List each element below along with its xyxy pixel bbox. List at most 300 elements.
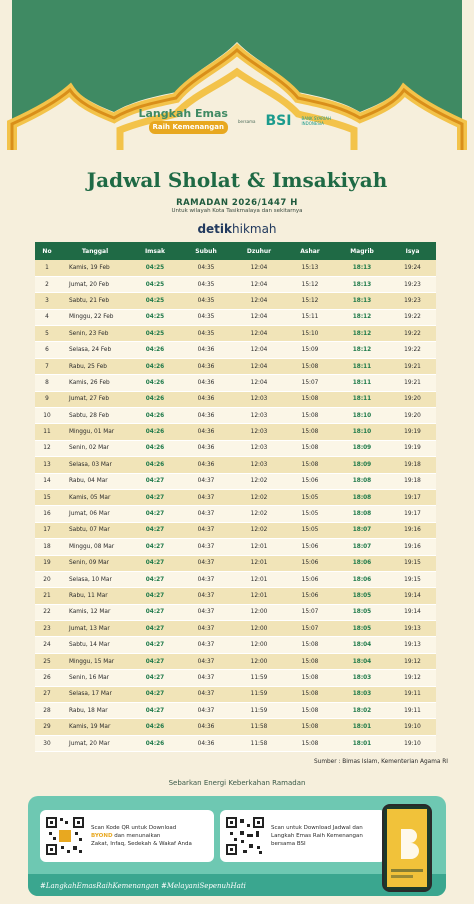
cell-magrib: 18:08 — [335, 506, 389, 522]
table-row — [35, 342, 436, 358]
cell-dzuhur: 12:04 — [233, 309, 285, 325]
cell-no: 6 — [35, 342, 59, 358]
cell-subuh: 04:35 — [179, 260, 233, 276]
cell-subuh: 04:37 — [179, 588, 233, 604]
table-row — [35, 686, 436, 702]
cell-imsak: 04:27 — [131, 588, 179, 604]
cell-tanggal: Kamis, 05 Mar — [59, 489, 131, 505]
cell-no: 22 — [35, 604, 59, 620]
cell-no: 4 — [35, 309, 59, 325]
cell-ashar: 15:08 — [285, 653, 335, 669]
table-row — [35, 604, 436, 620]
table-row — [35, 621, 436, 637]
cell-dzuhur: 12:00 — [233, 637, 285, 653]
cell-dzuhur: 12:03 — [233, 424, 285, 440]
cell-tanggal: Kamis, 19 Feb — [59, 260, 131, 276]
cell-ashar: 15:05 — [285, 506, 335, 522]
partner-text: bersama — [237, 118, 256, 124]
campaign-logo — [139, 108, 228, 134]
cell-subuh: 04:35 — [179, 309, 233, 325]
cell-no: 19 — [35, 555, 59, 571]
column-header-no: No — [35, 242, 59, 260]
table-row — [35, 719, 436, 735]
column-header-magrib: Magrib — [335, 242, 389, 260]
cell-subuh: 04:37 — [179, 555, 233, 571]
table-row — [35, 358, 436, 374]
table-row — [35, 555, 436, 571]
column-header-ashar: Ashar — [285, 242, 335, 260]
cell-magrib: 18:13 — [335, 293, 389, 309]
cell-ashar: 15:12 — [285, 276, 335, 292]
cell-magrib: 18:11 — [335, 391, 389, 407]
cell-imsak: 04:27 — [131, 506, 179, 522]
table-row — [35, 703, 436, 719]
cell-magrib: 18:12 — [335, 309, 389, 325]
cell-subuh: 04:37 — [179, 653, 233, 669]
cell-dzuhur: 11:59 — [233, 670, 285, 686]
cell-isya: 19:15 — [389, 571, 436, 587]
cell-imsak: 04:27 — [131, 670, 179, 686]
cell-tanggal: Minggu, 15 Mar — [59, 653, 131, 669]
cell-ashar: 15:08 — [285, 686, 335, 702]
cell-ashar: 15:08 — [285, 440, 335, 456]
cell-isya: 19:19 — [389, 424, 436, 440]
table-row — [35, 391, 436, 407]
cell-ashar: 15:08 — [285, 703, 335, 719]
cell-isya: 19:20 — [389, 408, 436, 424]
cell-isya: 19:17 — [389, 506, 436, 522]
cell-imsak: 04:26 — [131, 424, 179, 440]
page-title: Jadwal Sholat & Imsakiyah — [86, 168, 388, 192]
table-row — [35, 424, 436, 440]
tagline: Sebarkan Energi Keberkahan Ramadan — [168, 779, 306, 787]
cell-subuh: 04:37 — [179, 571, 233, 587]
cell-ashar: 15:08 — [285, 735, 335, 751]
cell-magrib: 18:07 — [335, 539, 389, 555]
table-row — [35, 408, 436, 424]
cell-isya: 19:22 — [389, 326, 436, 342]
cell-dzuhur: 12:04 — [233, 276, 285, 292]
cell-tanggal: Sabtu, 14 Mar — [59, 637, 131, 653]
cell-magrib: 18:12 — [335, 326, 389, 342]
cell-tanggal: Kamis, 26 Feb — [59, 375, 131, 391]
table-body — [35, 260, 436, 752]
cell-no: 24 — [35, 637, 59, 653]
cell-imsak: 04:25 — [131, 260, 179, 276]
byond-logo: BYOND — [91, 833, 113, 839]
card1-line-b — [91, 832, 192, 840]
cell-isya: 19:11 — [389, 703, 436, 719]
cell-dzuhur: 12:01 — [233, 571, 285, 587]
cell-dzuhur: 12:01 — [233, 539, 285, 555]
cell-subuh: 04:37 — [179, 670, 233, 686]
cell-subuh: 04:36 — [179, 719, 233, 735]
table-row — [35, 276, 436, 292]
cell-magrib: 18:11 — [335, 358, 389, 374]
table-row — [35, 489, 436, 505]
cell-subuh: 04:36 — [179, 391, 233, 407]
cell-dzuhur: 12:00 — [233, 653, 285, 669]
cell-no: 12 — [35, 440, 59, 456]
card1-line-c: Zakat, Infaq, Sedekah & Wakaf Anda — [91, 841, 192, 847]
cell-magrib: 18:04 — [335, 637, 389, 653]
cell-isya: 19:15 — [389, 555, 436, 571]
cell-no: 30 — [35, 735, 59, 751]
table-row — [35, 637, 436, 653]
qr-code-icon[interactable] — [225, 816, 265, 856]
cell-imsak: 04:27 — [131, 539, 179, 555]
cell-ashar: 15:10 — [285, 326, 335, 342]
cell-imsak: 04:25 — [131, 276, 179, 292]
cell-subuh: 04:37 — [179, 621, 233, 637]
cell-dzuhur: 12:02 — [233, 489, 285, 505]
cell-imsak: 04:27 — [131, 473, 179, 489]
cell-subuh: 04:35 — [179, 276, 233, 292]
qr-code-icon[interactable] — [45, 816, 85, 856]
cell-imsak: 04:27 — [131, 653, 179, 669]
publisher-part1: detik — [197, 222, 232, 236]
cell-tanggal: Senin, 16 Mar — [59, 670, 131, 686]
cell-magrib: 18:05 — [335, 621, 389, 637]
cell-magrib: 18:10 — [335, 408, 389, 424]
cell-dzuhur: 12:03 — [233, 408, 285, 424]
campaign-line-2: Raih Kemenangan — [149, 121, 228, 134]
cell-imsak: 04:26 — [131, 342, 179, 358]
cell-ashar: 15:08 — [285, 637, 335, 653]
cell-no: 10 — [35, 408, 59, 424]
cell-no: 11 — [35, 424, 59, 440]
cell-tanggal: Senin, 23 Feb — [59, 326, 131, 342]
cell-no: 13 — [35, 457, 59, 473]
cell-dzuhur: 11:59 — [233, 703, 285, 719]
cell-isya: 19:19 — [389, 440, 436, 456]
cell-no: 9 — [35, 391, 59, 407]
publisher-part2: hikmah — [232, 222, 277, 236]
cell-no: 28 — [35, 703, 59, 719]
cell-tanggal: Rabu, 04 Mar — [59, 473, 131, 489]
cell-isya: 19:21 — [389, 375, 436, 391]
cell-imsak: 04:26 — [131, 440, 179, 456]
cell-ashar: 15:08 — [285, 457, 335, 473]
cell-imsak: 04:27 — [131, 686, 179, 702]
cell-ashar: 15:08 — [285, 358, 335, 374]
footer-promo — [28, 796, 446, 896]
cell-ashar: 15:11 — [285, 309, 335, 325]
cell-tanggal: Jumat, 06 Mar — [59, 506, 131, 522]
cell-dzuhur: 12:03 — [233, 440, 285, 456]
cell-isya: 19:12 — [389, 670, 436, 686]
cell-subuh: 04:36 — [179, 408, 233, 424]
table-row — [35, 473, 436, 489]
cell-isya: 19:11 — [389, 686, 436, 702]
cell-dzuhur: 12:02 — [233, 522, 285, 538]
table-row — [35, 375, 436, 391]
cell-tanggal: Selasa, 17 Mar — [59, 686, 131, 702]
publisher-logo — [0, 222, 474, 236]
cell-magrib: 18:03 — [335, 670, 389, 686]
cell-no: 18 — [35, 539, 59, 555]
table-row — [35, 670, 436, 686]
cell-magrib: 18:08 — [335, 473, 389, 489]
cell-isya: 19:14 — [389, 588, 436, 604]
table-row — [35, 457, 436, 473]
cell-subuh: 04:37 — [179, 473, 233, 489]
table-row — [35, 326, 436, 342]
table-row — [35, 260, 436, 276]
cell-isya: 19:13 — [389, 621, 436, 637]
cell-dzuhur: 12:01 — [233, 555, 285, 571]
column-header-imsak: Imsak — [131, 242, 179, 260]
cell-imsak: 04:27 — [131, 604, 179, 620]
cell-isya: 19:20 — [389, 391, 436, 407]
mosque-arch-graphic — [0, 0, 474, 168]
cell-magrib: 18:03 — [335, 686, 389, 702]
cell-isya: 19:16 — [389, 539, 436, 555]
bsi-subtext: BANK SYARIAH INDONESIA — [301, 116, 331, 126]
cell-magrib: 18:07 — [335, 522, 389, 538]
cell-isya: 19:24 — [389, 260, 436, 276]
cell-isya: 19:10 — [389, 735, 436, 751]
cell-imsak: 04:27 — [131, 637, 179, 653]
cell-tanggal: Jumat, 20 Mar — [59, 735, 131, 751]
byond-app-icon — [387, 809, 427, 887]
cell-tanggal: Senin, 09 Mar — [59, 555, 131, 571]
cell-subuh: 04:37 — [179, 522, 233, 538]
cell-imsak: 04:25 — [131, 326, 179, 342]
cell-no: 3 — [35, 293, 59, 309]
cell-ashar: 15:06 — [285, 588, 335, 604]
cell-imsak: 04:26 — [131, 358, 179, 374]
cell-imsak: 04:27 — [131, 571, 179, 587]
cell-imsak: 04:27 — [131, 489, 179, 505]
cell-magrib: 18:12 — [335, 342, 389, 358]
cell-subuh: 04:36 — [179, 342, 233, 358]
cell-no: 23 — [35, 621, 59, 637]
cell-subuh: 04:37 — [179, 604, 233, 620]
cell-no: 14 — [35, 473, 59, 489]
cell-dzuhur: 12:04 — [233, 375, 285, 391]
cell-subuh: 04:37 — [179, 506, 233, 522]
cell-isya: 19:16 — [389, 522, 436, 538]
cell-no: 5 — [35, 326, 59, 342]
table-row — [35, 539, 436, 555]
cell-imsak: 04:26 — [131, 719, 179, 735]
qr-card-schedule[interactable] — [220, 810, 386, 862]
cell-tanggal: Senin, 02 Mar — [59, 440, 131, 456]
cell-dzuhur: 12:01 — [233, 588, 285, 604]
cell-tanggal: Minggu, 08 Mar — [59, 539, 131, 555]
cell-dzuhur: 12:04 — [233, 358, 285, 374]
cell-imsak: 04:27 — [131, 621, 179, 637]
cell-subuh: 04:37 — [179, 539, 233, 555]
cell-ashar: 15:12 — [285, 293, 335, 309]
cell-dzuhur: 11:58 — [233, 735, 285, 751]
cell-no: 15 — [35, 489, 59, 505]
cell-no: 8 — [35, 375, 59, 391]
cell-ashar: 15:08 — [285, 391, 335, 407]
cell-imsak: 04:26 — [131, 408, 179, 424]
cell-isya: 19:12 — [389, 653, 436, 669]
cell-isya: 19:18 — [389, 473, 436, 489]
cell-subuh: 04:37 — [179, 703, 233, 719]
cell-dzuhur: 12:02 — [233, 473, 285, 489]
cell-magrib: 18:13 — [335, 276, 389, 292]
cell-magrib: 18:10 — [335, 424, 389, 440]
cell-ashar: 15:05 — [285, 522, 335, 538]
cell-imsak: 04:26 — [131, 735, 179, 751]
cell-dzuhur: 11:58 — [233, 719, 285, 735]
cell-ashar: 15:06 — [285, 555, 335, 571]
cell-subuh: 04:36 — [179, 457, 233, 473]
cell-subuh: 04:37 — [179, 637, 233, 653]
table-row — [35, 653, 436, 669]
cell-no: 20 — [35, 571, 59, 587]
brand-row — [0, 108, 474, 134]
cell-subuh: 04:35 — [179, 293, 233, 309]
column-header-tanggal: Tanggal — [59, 242, 131, 260]
cell-isya: 19:21 — [389, 358, 436, 374]
cell-dzuhur: 11:59 — [233, 686, 285, 702]
cell-magrib: 18:08 — [335, 489, 389, 505]
bsi-logo: BSI — [265, 113, 292, 129]
cell-ashar: 15:08 — [285, 424, 335, 440]
cell-ashar: 15:09 — [285, 342, 335, 358]
column-header-subuh: Subuh — [179, 242, 233, 260]
cell-imsak: 04:27 — [131, 703, 179, 719]
qr-card-schedule-text: Scan untuk Download Jadwal dan Langkah Emas Raih Kemenangan bersama BSI — [271, 825, 363, 847]
header-banner — [0, 0, 474, 168]
cell-tanggal: Selasa, 10 Mar — [59, 571, 131, 587]
table-row — [35, 440, 436, 456]
cell-magrib: 18:13 — [335, 260, 389, 276]
cell-magrib: 18:06 — [335, 555, 389, 571]
cell-magrib: 18:05 — [335, 588, 389, 604]
cell-dzuhur: 12:00 — [233, 621, 285, 637]
cell-magrib: 18:09 — [335, 440, 389, 456]
cell-ashar: 15:05 — [285, 489, 335, 505]
cell-subuh: 04:36 — [179, 424, 233, 440]
cell-tanggal: Kamis, 19 Mar — [59, 719, 131, 735]
cell-dzuhur: 12:04 — [233, 293, 285, 309]
phone-screen — [387, 809, 427, 887]
cell-imsak: 04:25 — [131, 309, 179, 325]
cell-imsak: 04:26 — [131, 391, 179, 407]
cell-magrib: 18:06 — [335, 571, 389, 587]
cell-no: 17 — [35, 522, 59, 538]
cell-dzuhur: 12:04 — [233, 342, 285, 358]
cell-tanggal: Jumat, 13 Mar — [59, 621, 131, 637]
phone-mockup — [382, 804, 432, 892]
table-row — [35, 506, 436, 522]
cell-no: 16 — [35, 506, 59, 522]
table-row — [35, 735, 436, 751]
qr-card-byond[interactable] — [40, 810, 214, 862]
cell-tanggal: Selasa, 03 Mar — [59, 457, 131, 473]
cell-imsak: 04:27 — [131, 522, 179, 538]
cell-magrib: 18:01 — [335, 735, 389, 751]
cell-isya: 19:10 — [389, 719, 436, 735]
cell-magrib: 18:09 — [335, 457, 389, 473]
cell-subuh: 04:36 — [179, 735, 233, 751]
cell-ashar: 15:06 — [285, 539, 335, 555]
cell-tanggal: Minggu, 22 Feb — [59, 309, 131, 325]
cell-subuh: 04:37 — [179, 489, 233, 505]
cell-tanggal: Rabu, 11 Mar — [59, 588, 131, 604]
cell-tanggal: Rabu, 18 Mar — [59, 703, 131, 719]
cell-dzuhur: 12:04 — [233, 326, 285, 342]
table-row — [35, 588, 436, 604]
cell-tanggal: Jumat, 20 Feb — [59, 276, 131, 292]
cell-ashar: 15:13 — [285, 260, 335, 276]
cell-tanggal: Selasa, 24 Feb — [59, 342, 131, 358]
cell-tanggal: Sabtu, 28 Feb — [59, 408, 131, 424]
table-row — [35, 522, 436, 538]
cell-subuh: 04:37 — [179, 686, 233, 702]
cell-magrib: 18:02 — [335, 703, 389, 719]
cell-ashar: 15:06 — [285, 571, 335, 587]
cell-tanggal: Sabtu, 21 Feb — [59, 293, 131, 309]
cell-dzuhur: 12:03 — [233, 391, 285, 407]
cell-no: 7 — [35, 358, 59, 374]
cell-no: 26 — [35, 670, 59, 686]
cell-ashar: 15:08 — [285, 408, 335, 424]
cell-isya: 19:13 — [389, 637, 436, 653]
table-row — [35, 293, 436, 309]
cell-ashar: 15:08 — [285, 719, 335, 735]
cell-imsak: 04:25 — [131, 293, 179, 309]
cell-ashar: 15:08 — [285, 670, 335, 686]
cell-no: 29 — [35, 719, 59, 735]
cell-no: 21 — [35, 588, 59, 604]
table-header-row — [35, 242, 436, 260]
cell-subuh: 04:36 — [179, 375, 233, 391]
cell-isya: 19:22 — [389, 309, 436, 325]
footer-hashtags: #LangkahEmasRaihKemenangan #MelayaniSepenuhHati — [40, 882, 246, 890]
cell-dzuhur: 12:03 — [233, 457, 285, 473]
card1-line-b-text: dan menunaikan — [114, 833, 161, 839]
source-note: Sumber : Bimas Islam, Kementerian Agama RI — [314, 759, 448, 765]
cell-isya: 19:14 — [389, 604, 436, 620]
cell-isya: 19:23 — [389, 276, 436, 292]
cell-magrib: 18:01 — [335, 719, 389, 735]
cell-ashar: 15:07 — [285, 604, 335, 620]
cell-dzuhur: 12:00 — [233, 604, 285, 620]
cell-imsak: 04:26 — [131, 375, 179, 391]
card1-line-a: Scan Kode QR untuk Download — [91, 825, 177, 831]
campaign-line-1: Langkah Emas — [138, 107, 228, 120]
table-row — [35, 571, 436, 587]
cell-isya: 19:23 — [389, 293, 436, 309]
cell-tanggal: Minggu, 01 Mar — [59, 424, 131, 440]
cell-tanggal: Kamis, 12 Mar — [59, 604, 131, 620]
cell-tanggal: Sabtu, 07 Mar — [59, 522, 131, 538]
cell-no: 27 — [35, 686, 59, 702]
qr-card-byond-text — [91, 824, 192, 848]
cell-magrib: 18:04 — [335, 653, 389, 669]
cell-ashar: 15:07 — [285, 621, 335, 637]
cell-dzuhur: 12:02 — [233, 506, 285, 522]
region-note: Untuk wilayah Kota Tasikmalaya dan sekitarnya — [171, 208, 303, 214]
column-header-dzuhur: Dzuhur — [233, 242, 285, 260]
cell-magrib: 18:11 — [335, 375, 389, 391]
cell-tanggal: Rabu, 25 Feb — [59, 358, 131, 374]
cell-ashar: 15:07 — [285, 375, 335, 391]
cell-isya: 19:17 — [389, 489, 436, 505]
column-header-isya: Isya — [389, 242, 436, 260]
cell-no: 2 — [35, 276, 59, 292]
table-row — [35, 309, 436, 325]
cell-ashar: 15:06 — [285, 473, 335, 489]
